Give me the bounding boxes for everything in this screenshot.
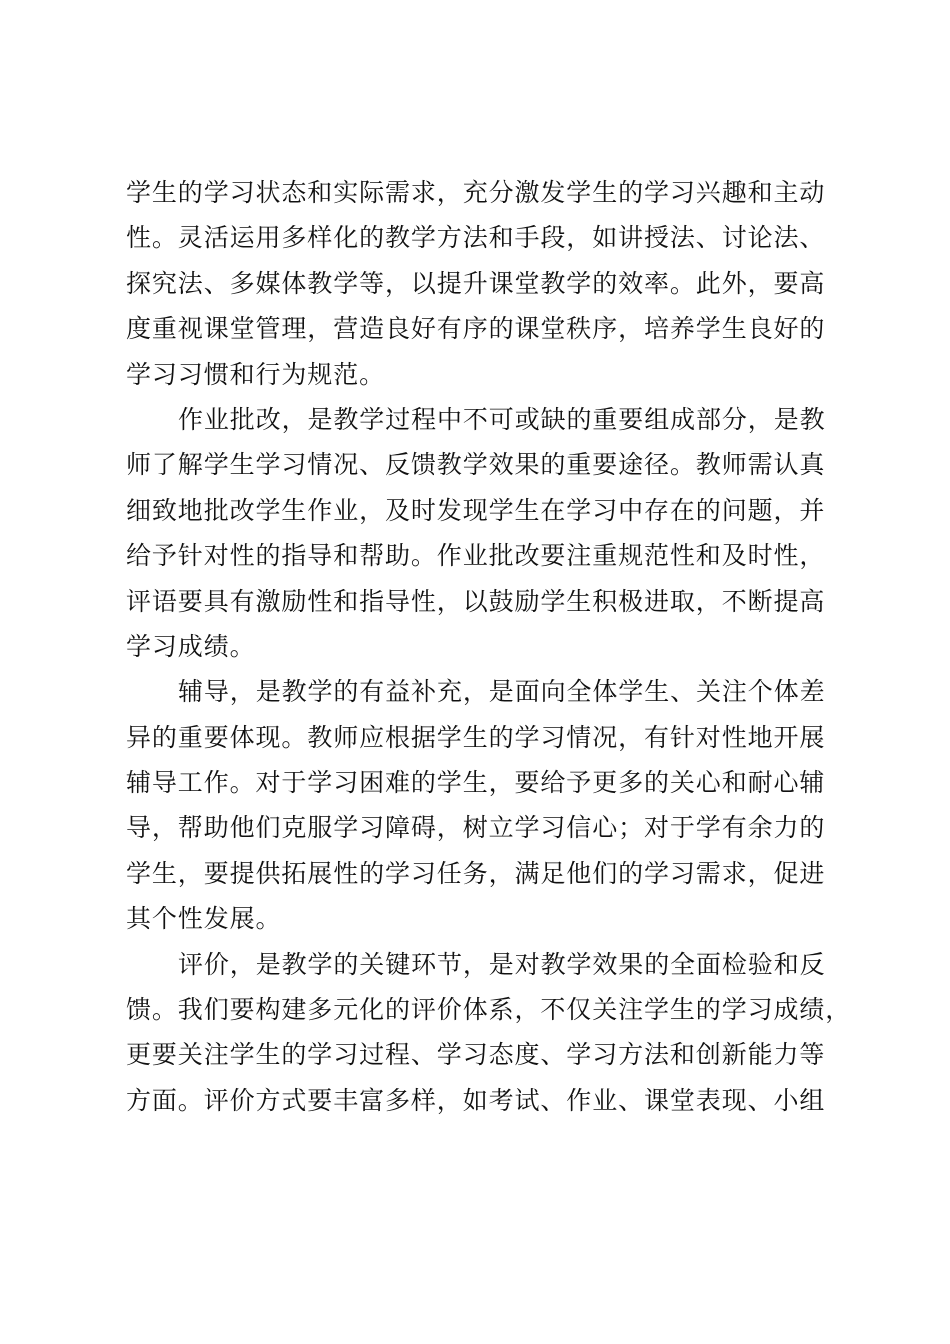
text-line: 辅导，是教学的有益补充，是面向全体学生、关注个体差 — [178, 677, 826, 707]
text-line: 作业批改，是教学过程中不可或缺的重要组成部分，是教 — [178, 404, 826, 434]
text-line: 辅导工作。对于学习困难的学生，要给予更多的关心和耐心辅 — [126, 768, 826, 798]
text-line: 学习成绩。 — [126, 631, 256, 661]
text-line: 度重视课堂管理，营造良好有序的课堂秩序，培养学生良好的 — [126, 314, 826, 344]
text-line: 细致地批改学生作业，及时发现学生在学习中存在的问题，并 — [126, 495, 826, 525]
text-line: 给予针对性的指导和帮助。作业批改要注重规范性和及时性， — [126, 541, 826, 571]
text-line: 馈。我们要构建多元化的评价体系，不仅关注学生的学习成绩， — [126, 995, 852, 1025]
document-body — [126, 170, 852, 1123]
text-line: 学习习惯和行为规范。 — [126, 359, 386, 389]
paragraph-4 — [126, 942, 852, 1124]
text-line: 方面。评价方式要丰富多样，如考试、作业、课堂表现、小组 — [126, 1085, 826, 1115]
text-line: 更要关注学生的学习过程、学习态度、学习方法和创新能力等 — [126, 1040, 826, 1070]
text-line: 学生的学习状态和实际需求，充分激发学生的学习兴趣和主动 — [126, 178, 826, 207]
text-line: 其个性发展。 — [126, 904, 282, 934]
text-line: 性。灵活运用多样化的教学方法和手段，如讲授法、讨论法、 — [126, 223, 826, 253]
text-line: 学生，要提供拓展性的学习任务，满足他们的学习需求，促进 — [126, 858, 826, 888]
text-line: 评语要具有激励性和指导性，以鼓励学生积极进取，不断提高 — [126, 586, 826, 616]
paragraph-2 — [126, 397, 838, 669]
text-line: 评价，是教学的关键环节，是对教学效果的全面检验和反 — [178, 949, 826, 979]
text-line: 师了解学生学习情况、反馈教学效果的重要途径。教师需认真 — [126, 450, 826, 480]
paragraph-3 — [126, 669, 838, 941]
paragraph-1 — [126, 170, 838, 397]
text-line: 探究法、多媒体教学等，以提升课堂教学的效率。此外，要高 — [126, 268, 826, 298]
text-line: 异的重要体现。教师应根据学生的学习情况，有针对性地开展 — [126, 722, 826, 752]
text-line: 导，帮助他们克服学习障碍，树立学习信心；对于学有余力的 — [126, 813, 826, 843]
